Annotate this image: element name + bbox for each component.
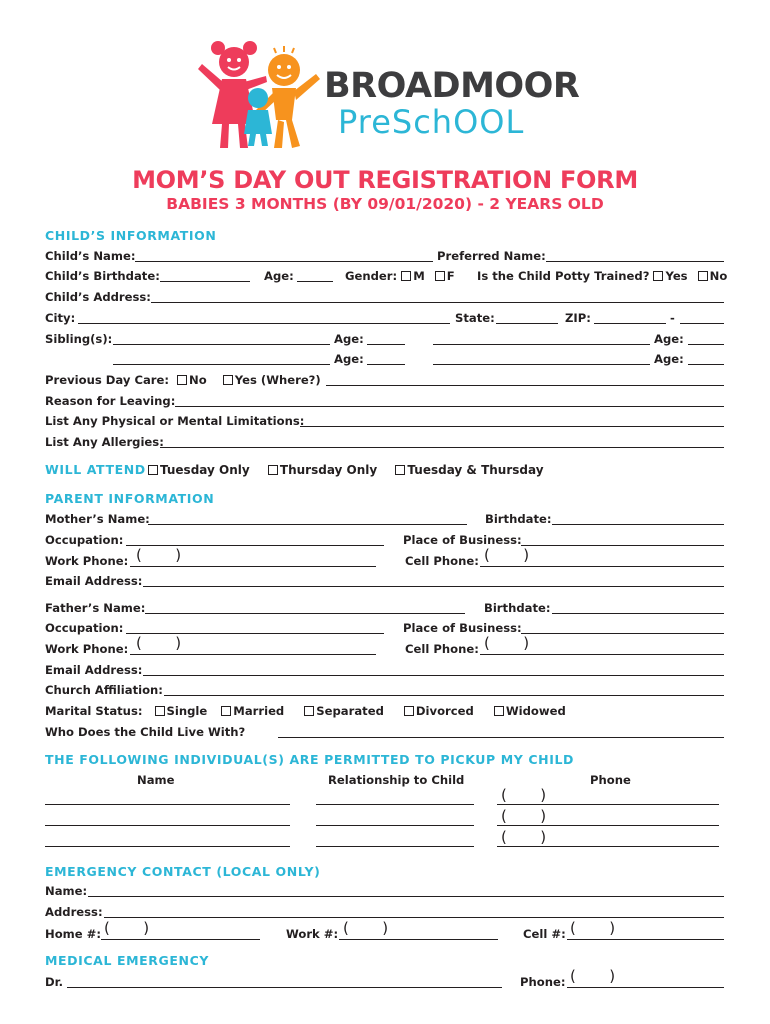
field-church[interactable] xyxy=(164,695,724,696)
area-code-parens: ( ) xyxy=(501,786,547,804)
field-father-cell-phone[interactable] xyxy=(480,654,724,655)
field-allergies[interactable] xyxy=(160,447,724,448)
label-siblings: Sibling(s): xyxy=(45,332,113,346)
logo-name-line2: PreSchOOL xyxy=(338,103,525,141)
field-lives-with[interactable] xyxy=(278,737,724,738)
label-child-age: Age: xyxy=(264,269,294,283)
label-doctor: Dr. xyxy=(45,975,64,989)
label-child-address: Child’s Address: xyxy=(45,290,151,304)
section-heading-emergency: EMERGENCY CONTACT (LOCAL ONLY) xyxy=(45,864,321,879)
label-emergency-home: Home #: xyxy=(45,927,101,941)
preschool-logo-kids-icon xyxy=(196,36,326,152)
label-prev-daycare-yes: Yes (Where?) xyxy=(234,373,321,387)
label-married: Married xyxy=(233,704,285,718)
section-heading-pickup: THE FOLLOWING INDIVIDUAL(S) ARE PERMITTED TO PICKUP MY CHILD xyxy=(45,752,574,767)
field-sibling-1-age[interactable] xyxy=(367,344,405,345)
label-prev-daycare-no: No xyxy=(189,373,207,387)
field-doctor-phone[interactable] xyxy=(567,987,724,988)
field-emergency-name[interactable] xyxy=(88,896,724,897)
field-mother-birthdate[interactable] xyxy=(552,524,724,525)
field-father-work-phone[interactable] xyxy=(130,654,376,655)
field-father-birthdate[interactable] xyxy=(552,613,724,614)
checkbox-gender-m[interactable] xyxy=(401,271,411,281)
field-mother-name[interactable] xyxy=(148,524,467,525)
checkbox-divorced[interactable] xyxy=(404,706,414,716)
checkbox-married[interactable] xyxy=(221,706,231,716)
label-doctor-phone: Phone: xyxy=(520,975,566,989)
area-code-parens: ( ) xyxy=(484,546,530,564)
field-limitations[interactable] xyxy=(300,426,724,427)
prev-daycare-group xyxy=(45,373,321,387)
label-sibling-1-age: Age: xyxy=(334,332,364,346)
field-father-business[interactable] xyxy=(521,633,724,634)
column-header-relationship: Relationship to Child xyxy=(328,773,465,787)
label-state: State: xyxy=(455,311,495,325)
label-mother-business: Place of Business: xyxy=(403,533,522,547)
field-father-name[interactable] xyxy=(145,613,465,614)
section-heading-attend: WILL ATTEND xyxy=(45,462,146,477)
field-city[interactable] xyxy=(78,323,450,324)
checkbox-tuesday-thursday[interactable] xyxy=(395,465,405,475)
column-header-name: Name xyxy=(137,773,175,787)
label-father-name: Father’s Name: xyxy=(45,601,146,615)
label-child-name: Child’s Name: xyxy=(45,249,136,263)
label-child-birthdate: Child’s Birthdate: xyxy=(45,269,160,283)
field-sibling-1[interactable] xyxy=(113,344,330,345)
field-pickup-2-phone[interactable] xyxy=(497,825,719,826)
field-emergency-home[interactable] xyxy=(101,939,260,940)
field-doctor[interactable] xyxy=(67,987,502,988)
label-reason-leaving: Reason for Leaving: xyxy=(45,394,176,408)
label-allergies: List Any Allergies: xyxy=(45,435,164,449)
label-previous-day-care: Previous Day Care: xyxy=(45,373,169,387)
form-title: MOM’S DAY OUT REGISTRATION FORM xyxy=(132,166,638,194)
column-header-phone: Phone xyxy=(590,773,631,787)
label-father-occupation: Occupation: xyxy=(45,621,124,635)
field-sibling-2-age[interactable] xyxy=(688,344,724,345)
zip-dash: - xyxy=(670,311,675,325)
label-sibling-4-age: Age: xyxy=(654,352,684,366)
label-thursday-only: Thursday Only xyxy=(279,463,378,477)
checkbox-single[interactable] xyxy=(155,706,165,716)
field-child-age[interactable] xyxy=(297,281,333,282)
field-sibling-4[interactable] xyxy=(433,364,650,365)
field-pickup-3-phone[interactable] xyxy=(497,846,719,847)
field-sibling-3[interactable] xyxy=(113,364,330,365)
area-code-parens: ( ) xyxy=(570,967,616,985)
field-mother-cell-phone[interactable] xyxy=(480,566,724,567)
label-mother-name: Mother’s Name: xyxy=(45,512,150,526)
field-sibling-2[interactable] xyxy=(433,344,650,345)
field-emergency-work[interactable] xyxy=(339,939,498,940)
gender-group xyxy=(345,269,455,283)
section-heading-child: CHILD’S INFORMATION xyxy=(45,228,217,243)
area-code-parens: ( ) xyxy=(501,807,547,825)
field-zip-ext[interactable] xyxy=(680,323,724,324)
field-father-email[interactable] xyxy=(143,675,724,676)
field-sibling-4-age[interactable] xyxy=(688,364,724,365)
label-separated: Separated xyxy=(316,704,384,718)
field-child-address[interactable] xyxy=(151,302,724,303)
label-divorced: Divorced xyxy=(415,704,474,718)
area-code-parens: ( ) xyxy=(501,828,547,846)
field-state[interactable] xyxy=(496,323,558,324)
label-city: City: xyxy=(45,311,76,325)
section-heading-parent: PARENT INFORMATION xyxy=(45,491,215,506)
label-emergency-address: Address: xyxy=(45,905,103,919)
field-reason-leaving[interactable] xyxy=(175,406,724,407)
label-father-birthdate: Birthdate: xyxy=(484,601,551,615)
label-mother-birthdate: Birthdate: xyxy=(485,512,552,526)
checkbox-potty-yes[interactable] xyxy=(653,271,663,281)
area-code-parens: ( ) xyxy=(136,634,182,652)
field-emergency-cell[interactable] xyxy=(567,939,724,940)
field-pickup-2-name[interactable] xyxy=(45,825,290,826)
label-tuesday-only: Tuesday Only xyxy=(160,463,250,477)
label-zip: ZIP: xyxy=(565,311,591,325)
checkbox-gender-f[interactable] xyxy=(435,271,445,281)
label-preferred-name: Preferred Name: xyxy=(437,249,546,263)
marital-group xyxy=(45,704,566,718)
checkbox-widowed[interactable] xyxy=(494,706,504,716)
label-mother-cell-phone: Cell Phone: xyxy=(405,554,479,568)
label-limitations: List Any Physical or Mental Limitations: xyxy=(45,414,305,428)
label-gender-m: M xyxy=(413,269,425,283)
label-emergency-work: Work #: xyxy=(286,927,339,941)
potty-group xyxy=(477,269,727,283)
field-mother-work-phone[interactable] xyxy=(130,566,376,567)
logo-name-line1: BROADMOOR xyxy=(324,66,580,106)
field-pickup-2-relationship[interactable] xyxy=(316,825,474,826)
area-code-parens: ( ) xyxy=(570,919,616,937)
field-child-name[interactable] xyxy=(135,261,433,262)
field-sibling-3-age[interactable] xyxy=(367,364,405,365)
field-pickup-1-name[interactable] xyxy=(45,804,290,805)
checkbox-prev-daycare-yes[interactable] xyxy=(223,375,233,385)
label-single: Single xyxy=(166,704,208,718)
field-emergency-address[interactable] xyxy=(104,917,724,918)
label-mother-work-phone: Work Phone: xyxy=(45,554,129,568)
label-potty-no: No xyxy=(709,269,728,283)
label-father-cell-phone: Cell Phone: xyxy=(405,642,479,656)
label-marital-status: Marital Status: xyxy=(45,704,143,718)
field-zip[interactable] xyxy=(594,323,666,324)
checkbox-prev-daycare-no[interactable] xyxy=(177,375,187,385)
field-mother-business[interactable] xyxy=(521,545,724,546)
label-emergency-name: Name: xyxy=(45,884,88,898)
checkbox-tuesday-only[interactable] xyxy=(148,465,158,475)
checkbox-separated[interactable] xyxy=(304,706,314,716)
field-pickup-1-relationship[interactable] xyxy=(316,804,474,805)
field-child-birthdate[interactable] xyxy=(160,281,250,282)
label-emergency-cell: Cell #: xyxy=(523,927,566,941)
checkbox-thursday-only[interactable] xyxy=(268,465,278,475)
label-sibling-2-age: Age: xyxy=(654,332,684,346)
label-tuesday-thursday: Tuesday & Thursday xyxy=(407,463,544,477)
area-code-parens: ( ) xyxy=(104,919,150,937)
attend-options xyxy=(148,463,544,477)
checkbox-potty-no[interactable] xyxy=(698,271,708,281)
area-code-parens: ( ) xyxy=(136,546,182,564)
label-sibling-3-age: Age: xyxy=(334,352,364,366)
field-pickup-3-relationship[interactable] xyxy=(316,846,474,847)
label-father-work-phone: Work Phone: xyxy=(45,642,129,656)
label-lives-with: Who Does the Child Live With? xyxy=(45,725,246,739)
area-code-parens: ( ) xyxy=(343,919,389,937)
label-mother-occupation: Occupation: xyxy=(45,533,124,547)
label-church: Church Affiliation: xyxy=(45,683,163,697)
label-father-business: Place of Business: xyxy=(403,621,522,635)
section-heading-medical: MEDICAL EMERGENCY xyxy=(45,953,209,968)
form-subtitle: BABIES 3 MONTHS (BY 09/01/2020) - 2 YEARS OLD xyxy=(166,195,604,213)
field-pickup-3-name[interactable] xyxy=(45,846,290,847)
label-potty-yes: Yes xyxy=(665,269,688,283)
label-mother-email: Email Address: xyxy=(45,574,143,588)
field-mother-email[interactable] xyxy=(143,586,724,587)
field-prev-daycare-where[interactable] xyxy=(326,385,724,386)
label-gender-f: F xyxy=(446,269,455,283)
label-widowed: Widowed xyxy=(505,704,566,718)
field-pickup-1-phone[interactable] xyxy=(497,804,719,805)
label-gender: Gender: xyxy=(345,269,398,283)
area-code-parens: ( ) xyxy=(484,634,530,652)
field-preferred-name[interactable] xyxy=(546,261,724,262)
label-father-email: Email Address: xyxy=(45,663,143,677)
label-potty-trained: Is the Child Potty Trained? xyxy=(477,269,650,283)
